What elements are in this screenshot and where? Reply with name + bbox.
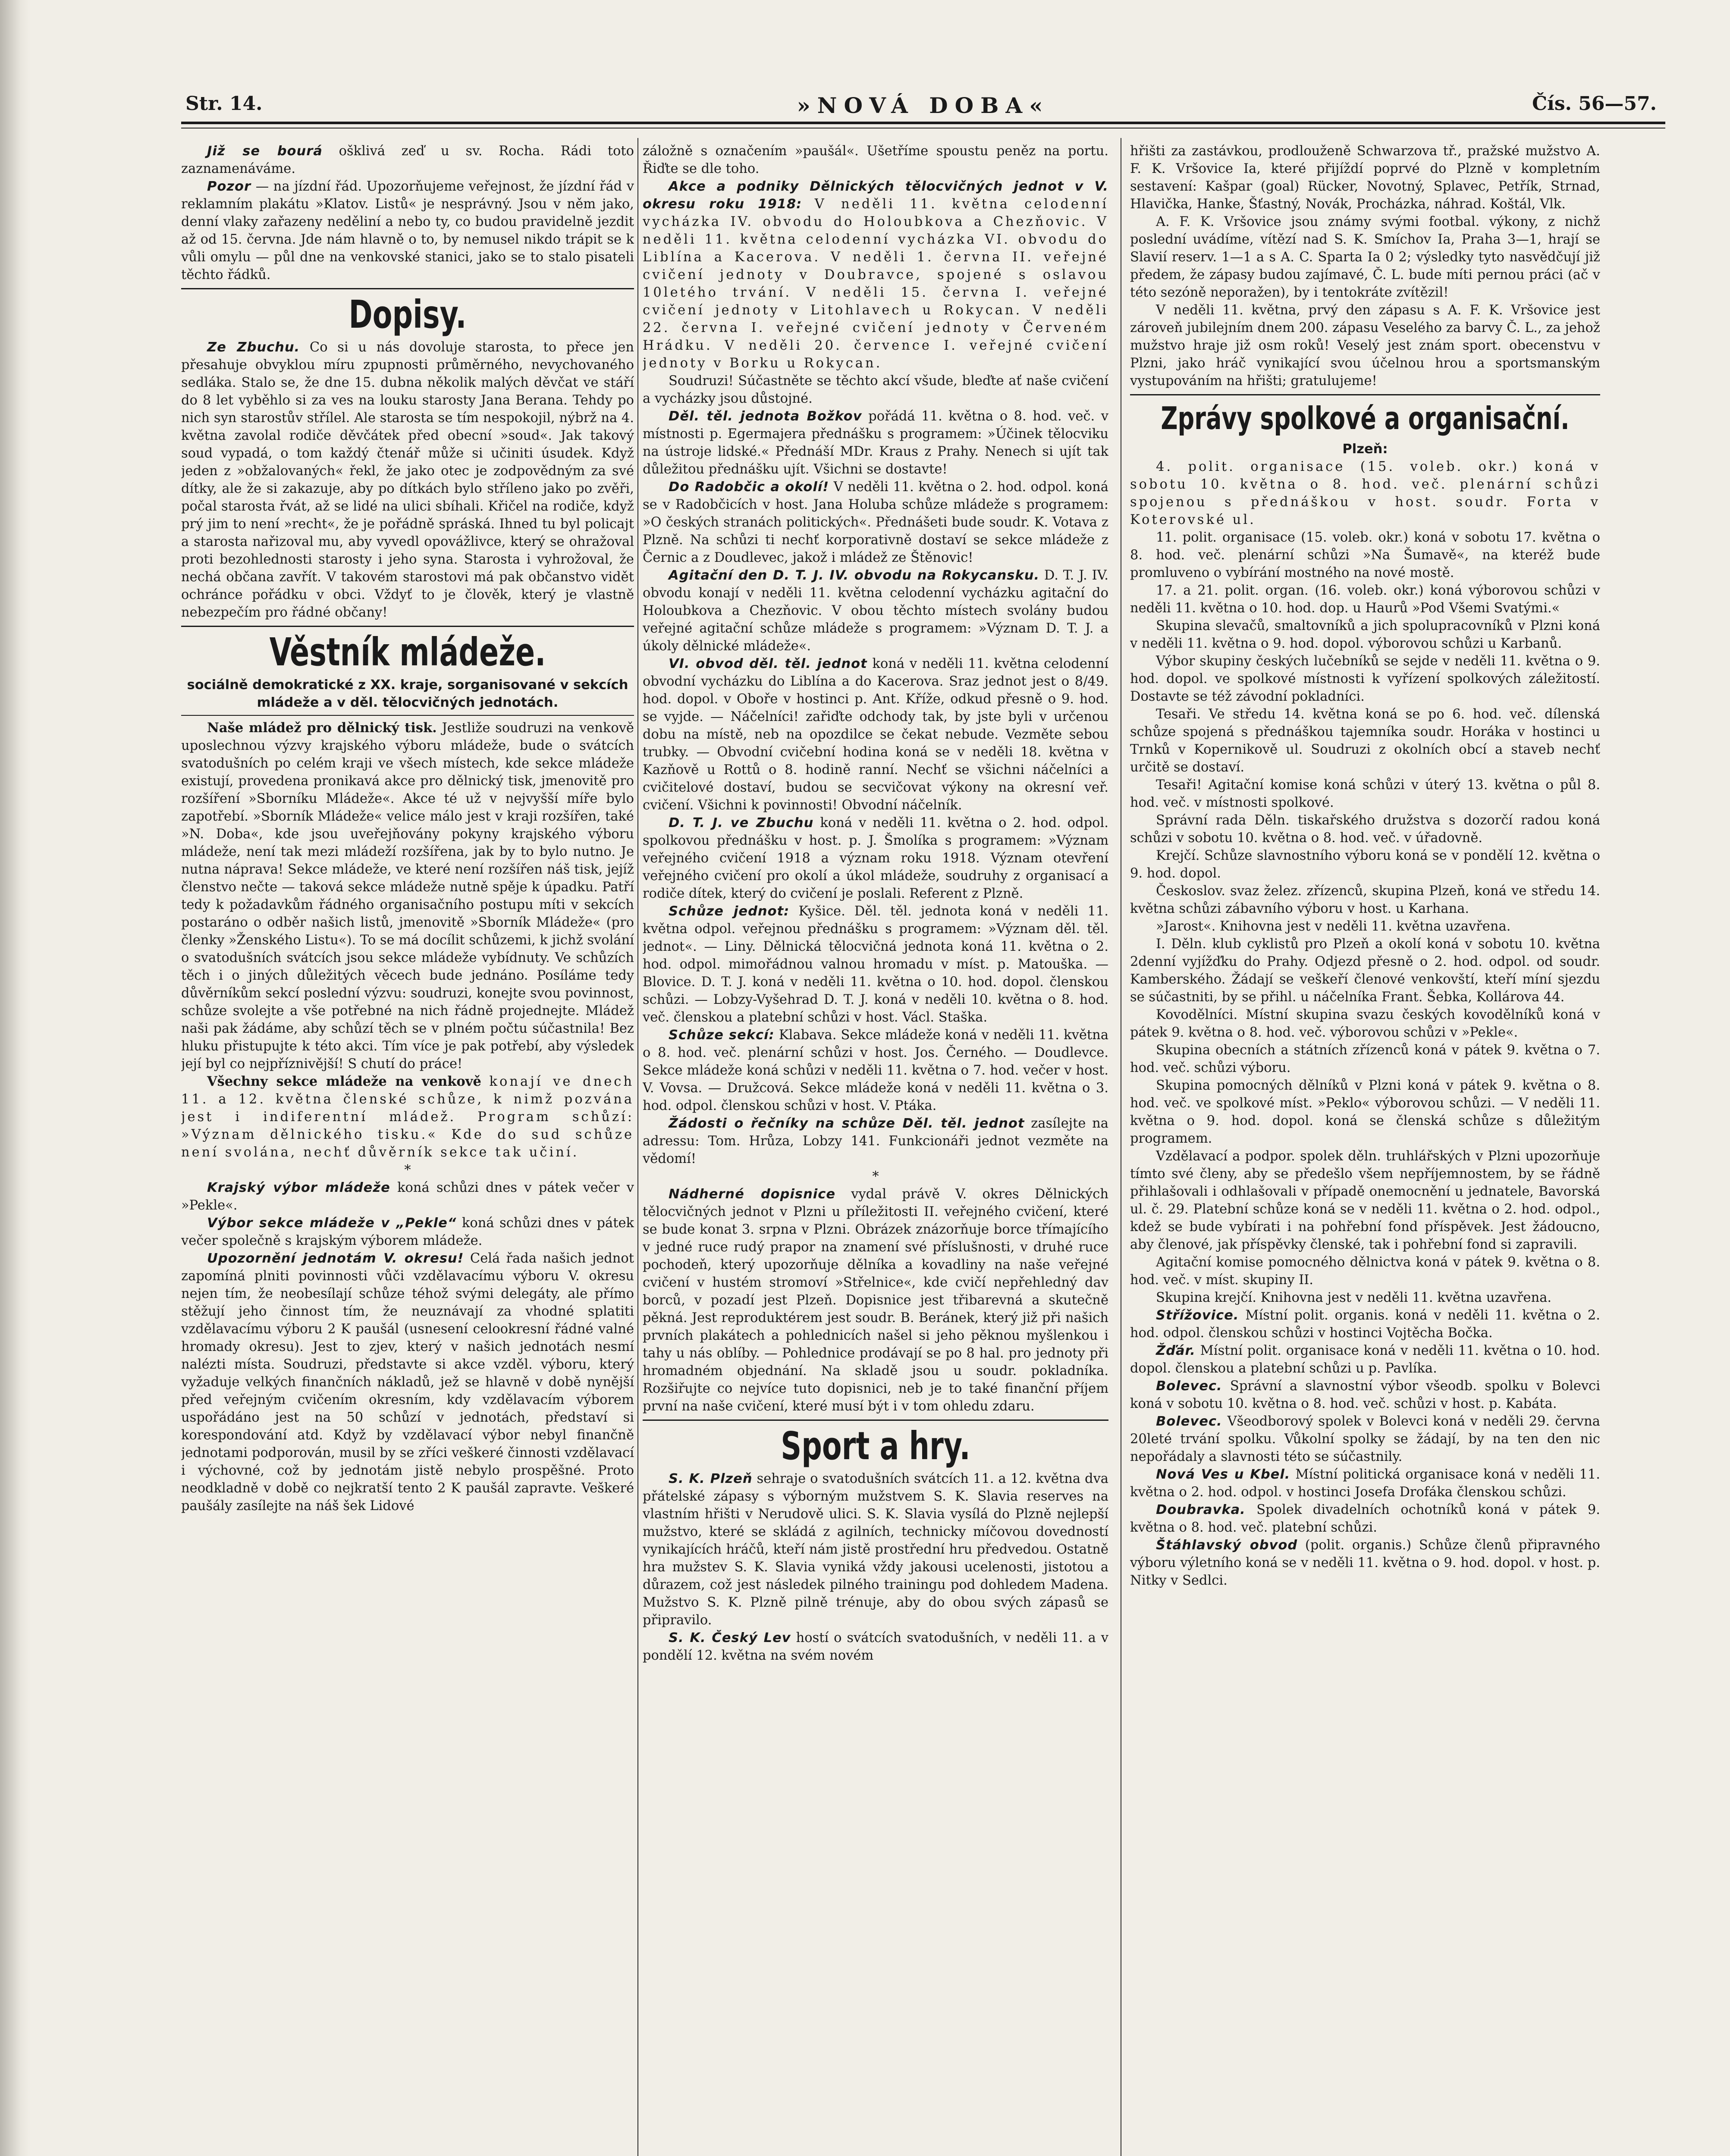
- news-item: [643, 1629, 1108, 1664]
- item-text: Správní a slavnostní výbor všeodb. spolku v Bolevci koná v sobotu 10. května o 8. hod. več. schůzi v host. p. Kabáta.: [1130, 1379, 1600, 1411]
- item-lead: Agitační den D. T. J. IV. obvodu na Rokycansku.: [669, 568, 1040, 583]
- news-item: [1130, 1253, 1600, 1289]
- item-text: Co si u nás dovoluje starosta, to přece jen přesahuje obvyklou míru zpupnosti průměrného, nevychovaného sedláka. Stalo se, že dne 15. dubna několik malých děvčat ve stáří do 8 let vyběhlo si za ves na louku starosty Jana Berana. Tehdy po nich syn starostův střílel. Ale starosta se tím nespokojil, nýbrž na 4. května zavolal rodiče děvčátek před obecní »soud«. Jak takový soud vypadá, o tom každý čtenář může si učiniti úsudek. Když jeden z »obžalovaných« řekl, že jako otec je zodpovědným za své dítky, ale že si zakazuje, aby po dítkách bylo stříleno jako po zvěři, počal starosta řvát, až se lidé na ulici sbíhali. Křičel na rodiče, když prý jim to není »recht«, že je pořádně spráská. Ihned tu byl policajt a starosta nařizoval mu, aby vyvedl opovážlivce, který se ohražoval proti bezohlednosti starosty i jeho syna. Starosta i vyhrožoval, že nechá občana zavřít. V takovém starostovi má pak občanstvo vidět ochránce pořádku v obci. Vždyť to je člověk, který je vlastně nebezpečím pro řádné občany!: [181, 340, 634, 620]
- item-text: Vzdělavací a podpor. spolek děln. truhlářských v Plzni upozorňuje tímto své členy, aby se předešlo všem nepříjemnostem, by se řádně přihlašovali i odhlašovali v případě onemocnění u jednatele, Bavorská ul. č. 29. Platební schůze koná se v neděli 11. května o 2. hod. odpol., kdež se bude vybírati i na pohřební fond příspěvek. Jest žádoucno, aby členové, jak příspěvky členské, tak i pohřební fond si zapravili.: [1130, 1149, 1600, 1252]
- news-item: [1130, 582, 1600, 617]
- item-text: zasílejte na adressu: Tom. Hrůza, Lobzy 141. Funkcionáři jednot vezměte na vědomí!: [643, 1116, 1108, 1166]
- news-item: [643, 178, 1108, 372]
- item-lead: VI. obvod děl. těl. jednot: [669, 656, 867, 671]
- item-text: vydal právě V. okres Dělnických tělocvičných jednot v Plzni u příležitosti II. veřejného cvičení, které se bude konat 3. srpna v Plzni. Obrázek znázorňuje borce třímajícího v jedné ruce rudý prapor na znamení své příslušnosti, v druhé ruce pochodeň, který upozorňuje dělníka a kovadliny na naše veřejné cvičení v hustém stromoví »Střelnice«, kde cvičí nepřehledný dav borců, v pozadí jest Plzeň. Dopisnice jest třibarevná a skutečně pěkná. Jest reproduktérem jest soudr. B. Beránek, který již při našich prvních plakátech a pohlednicích našel si jeho pěknou myšlenkou i tahy u nás oblíby. — Pohlednice prodávají se po 8 hal. pro jednoty při hromadném objednání. Na skladě jsou u soudr. pokladníka. Rozšiřujte co nejvíce tuto dopisnici, neb je to také finanční příjem první na naše cvičení, které musí být i v tom ohledu zdaru.: [643, 1187, 1108, 1414]
- section-subheading: Plzeň:: [1342, 442, 1388, 457]
- news-item: [1130, 935, 1600, 1006]
- item-lead: Již se bourá: [207, 144, 323, 159]
- news-item: [1130, 812, 1600, 847]
- item-text: Skupina krejčí. Knihovna jest v neděli 11. května uzavřena.: [1156, 1290, 1552, 1305]
- item-lead: Akce a podniky Dělnických tělocvičných jednot v V. okresu roku 1918:: [643, 179, 1108, 212]
- item-lead: Štáhlavský obvod: [1156, 1538, 1298, 1553]
- news-item: [1130, 1413, 1600, 1466]
- item-text: Krejčí. Schůze slavnostního výboru koná se v pondělí 12. května o 9. hod. dopol.: [1130, 848, 1600, 881]
- item-text: koná v neděli 11. května o 2. hod. odpol. spolkovou přednášku v host. p. J. Šmolíka s programem: »Význam veřejného cvičení 1918 a význam roku 1918. Význam otevření veřejného cvičení pro okolí a úkol mládeže, soudruhy z organisací a rodiče dítek, který do cvičení je poslali. Referent z Plzně.: [643, 815, 1108, 901]
- item-text: »Jarost«. Knihovna jest v neděli 11. května uzavřena.: [1156, 919, 1511, 934]
- item-text: Českoslov. svaz želez. zřízenců, skupina Plzeň, koná ve středu 14. května schůzi zábavního výboru v host. u Karhana.: [1130, 884, 1600, 916]
- item-text: záložně s označením »paušál«. Ušetříme spoustu peněz na portu. Řiďte se dle toho.: [643, 144, 1108, 176]
- issue-number: Čís. 56—57.: [1532, 93, 1657, 115]
- news-item: [1130, 458, 1600, 529]
- column-divider-1: [637, 138, 638, 2156]
- news-item: [643, 567, 1108, 655]
- news-item: [1130, 617, 1600, 652]
- news-item: [181, 338, 634, 621]
- section-heading-sport: Sport a hry.: [781, 1424, 970, 1469]
- item-lead: Doubravka.: [1156, 1502, 1246, 1517]
- section-heading-dopisy: Dopisy.: [349, 292, 467, 337]
- item-text: hostí o svátcích svatodušních, v neděli 11. a v pondělí 12. května na svém novém: [643, 1630, 1108, 1663]
- item-text: Kovodělníci. Místní skupina svazu českých kovodělníků koná v pátek 9. května o 8. hod. več. výborovou schůzi v »Pekle«.: [1130, 1007, 1600, 1040]
- section-rule: [181, 626, 634, 627]
- item-text: Tesaři. Ve středu 14. května koná se po 6. hod. več. dílenská schůze spojená s přednáškou tajemníka soudr. Horáka v hostinci u Trnků v Kopernikově ul. Soudruzi z okolních obcí a staveb nechť určitě se dostaví.: [1130, 707, 1600, 775]
- news-item: [1130, 1289, 1600, 1307]
- news-item: [1130, 1466, 1600, 1501]
- news-item: [181, 1179, 634, 1214]
- item-text: 11. polit. organisace (15. voleb. okr.) koná v sobotu 17. května o 8. hod. več. plenární schůzi »Na Šumavě«, na kteréž bude promluveno o vybírání mostného na nové mostě.: [1130, 530, 1600, 580]
- news-item: [643, 1115, 1108, 1168]
- item-text: Místní polit. organisace koná v neděli 11. května o 10. hod. dopol. členskou a platební schůzi u p. Pavlíka.: [1130, 1343, 1600, 1376]
- news-item: [1130, 1077, 1600, 1147]
- item-lead: Výbor sekce mládeže v „Pekle“: [207, 1216, 457, 1231]
- item-text: Místní polit. organis. koná v neděli 11. května o 2. hod. odpol. členskou schůzi v hostinci Vojtěcha Bočka.: [1130, 1308, 1600, 1341]
- news-item: [181, 1214, 634, 1250]
- news-item: [643, 814, 1108, 903]
- news-item: [643, 903, 1108, 1026]
- item-text: V neděli 11. května, prvý den zápasu s A. F. K. Vršovice jest zároveň jubilejním dnem 200. zápasu Veselého za barvy Č. L., za jehož mužstvo hraje již osm roků! Veselý jest znám sport. obecenstvu v Plzni, jako hráč vynikající svou účelnou hrou a sportsmanským vystupováním na hřišti; gratulujeme!: [1130, 303, 1600, 389]
- section-rule: [643, 1420, 1108, 1421]
- item-lead: Schůze sekcí:: [669, 1028, 775, 1043]
- column-3: [1130, 142, 1600, 2156]
- item-text: I. Děln. klub cyklistů pro Plzeň a okolí koná v sobotu 10. května 2denní vyjížďku do Prahy. Odjezd přesně o 2. hod. odpol. od soudr. Kamberského. Žádají se veškeří členové venkovští, kteří míní sjezdu se súčastniti, by se přihl. u náčelníka Frant. Šebka, Kollárova 44.: [1130, 937, 1600, 1005]
- news-item: [643, 372, 1108, 407]
- item-text: konají ve dnech 11. a 12. května členské schůze, k nimž pozvána jest i indiferentní mládež. Program schůzí: »Význam dělnického tisku.« Kde do sud schůze není svolána, nechť důvěrník sekce tak učiní.: [181, 1074, 634, 1160]
- item-lead: Do Radobčic a okolí!: [669, 479, 829, 495]
- item-lead: Nádherné dopisnice: [669, 1187, 836, 1202]
- item-text: Skupina slevačů, smaltovníků a jich spolupracovníků v Plzni koná v neděli 11. května o 9. hod. dopol. výborovou schůzi u Karbanů.: [1130, 618, 1600, 651]
- item-text: Agitační komise pomocného dělnictva koná v pátek 9. května o 8. hod. več. v míst. skupiny II.: [1130, 1255, 1600, 1288]
- item-text: Skupina pomocných dělníků v Plzni koná v pátek 9. května o 8. hod. več. ve spolkové míst. »Peklo« výborovou schůzi. — V neděli 11. května o 9. hod. dopol. koná se členská schůze s důležitým programem.: [1130, 1078, 1600, 1146]
- column-2: [643, 142, 1108, 2156]
- news-item: [1130, 529, 1600, 582]
- masthead-title: »NOVÁ DOBA«: [797, 93, 1050, 118]
- item-lead: Schůze jednot:: [669, 904, 790, 919]
- item-lead: Krajský výbor mládeže: [207, 1180, 390, 1195]
- item-text: Skupina obecních a státních zřízenců koná v pátek 9. května o 7. hod. več. schůzi výboru.: [1130, 1043, 1600, 1075]
- page-header: [181, 93, 1665, 119]
- news-item: [1130, 882, 1600, 918]
- item-text: Místní politická organisace koná v neděli 11. května o 2. hod. odpol. v hostinci Josefa Drofáka členskou schůzi.: [1130, 1467, 1600, 1500]
- item-text: Výbor skupiny českých lučebníků se sejde v neděli 11. května o 9. hod. dopol. ve spolkové místnosti k vyřízení spolkových záležitostí. Dostavte se též závodní pokladníci.: [1130, 654, 1600, 704]
- item-text: A. F. K. Vršovice jsou známy svými footbal. výkony, z nichž poslední uvádíme, vítězí nad S. K. Smíchov Ia, Praha 3—1, hrají se Slavií reserv. 1—1 a s A. C. Sparta Ia 0 2; výsledky tyto nasvědčují již předem, že zápasy budou zajímavé, Č. L. bude míti pernou práci (ač v této sezóně neporažen), by i tentokráte zvítězil!: [1130, 214, 1600, 300]
- news-item: [643, 1470, 1108, 1629]
- item-lead: Bolevec.: [1156, 1414, 1222, 1429]
- news-item: [1130, 142, 1600, 213]
- news-item: [1130, 1501, 1600, 1536]
- news-item: [181, 142, 634, 178]
- section-rule: [181, 288, 634, 289]
- section-subheading: sociálně demokratické z XX. kraje, sorganisované v sekcích mládeže a v děl. tělocvičných jednotách.: [187, 677, 628, 710]
- item-text: Jestliže soudruzi na venkově uposlechnou výzvy krajského výboru mládeže, bude o svátcích svatodušních po celém kraji ve všech místech, kde sekce mládeže existují, provedena pronikavá akce pro dělnický tisk, jmenovitě pro rozšíření »Sborníku Mládeže«. Akce té už v nejvyšší míře bylo zapotřebí. »Sborník Mládeže« velice málo jest v kraji rozšířen, také »N. Doba«, kde jsou uveřejňovány pokyny krajského výboru mládeže, není tak mezi mládeží rozšířena, jak by to bylo nutno. Je nutna náprava! Sekce mládeže, ve které není rozšířen náš tisk, jejíž členstvo nečte — taková sekce mládeže nutně spěje k úpadku. Patří tedy k požadavkům řádného organisačního postupu míti v sekcích postaráno o odběr našich listů, jmenovitě »Sborník Mládeže« (pro členky »Ženského Listu«). To se má docílit schůzemi, k jichž svolání o svatodušních svátcích jsou sekce mládeže vybídnuty. Ve schůzích těch i o jiných důležitých věcech bude jednáno. Posíláme tedy důvěrníkům sekcí poslední výzvu: soudruzi, konejte svou povinnost, schůze svolejte a vše potřebné na nich řádně projednejte. Mládež naši pak žádáme, aby schůzí těch se v plném počtu súčastnila! Bez hluku přistupujte k této akci. Tím více je pak potřebí, aby výsledek její byl co nejpříznivější! S chutí do práce!: [181, 721, 634, 1072]
- item-text: ošklivá zeď u sv. Rocha. Rádi toto zaznamenáváme.: [181, 144, 634, 176]
- column-1: [181, 142, 634, 2156]
- page-number: Str. 14.: [185, 93, 263, 115]
- item-text: koná v neděli 11. května celodenní obvodní vycházku do Liblína a do Kacerova. Sraz jednot jest o 8/49. hod. dopol. v Oboře v hostinci p. Ant. Kříže, odkud přesně o 9. hod. se vyjde. — Náčelníci! zařiďte odchody tak, by jste byli v určenou dobu na místě, neb na opozdilce se čekat nebude. Vezměte sebou trubky. — Obvodní cvičební hodina koná se v neděli 18. května v Kazňově u Rottů o 8. hodině ranní. Nechť se všichni náčelníci a cvičitelové dostaví, budou se secvičovat výkony na okresní veř. cvičení. Všichni k povinnosti! Obvodní náčelník.: [643, 656, 1108, 813]
- item-text: Klabava. Sekce mládeže koná v neděli 11. května o 8. hod. več. plenární schůzi v host. Jos. Černého. — Doudlevce. Sekce mládeže koná schůzi v neděli 11. května o 7. hod. večer v host. V. Vovsa. — Družcová. Sekce mládeže koná v neděli 11. května o 3. hod. odpol. členskou schůzi v host. V. Ptáka.: [643, 1028, 1108, 1113]
- news-item: [643, 655, 1108, 814]
- news-item: [1130, 213, 1600, 301]
- news-item: [181, 719, 634, 1073]
- item-text: hřišti za zastávkou, prodlouženě Schwarzova tř., pražské mužstvo A. F. K. Vršovice Ia, které přijíždí poprvé do Plzně v kompletním sestavení: Kašpar (goal) Rücker, Novotný, Splavec, Petřík, Strnad, Hlavička, Hanke, Šťastný, Novák, Procházka, náhrad. Koštál, Vlk.: [1130, 144, 1600, 212]
- news-item: [1130, 1147, 1600, 1253]
- item-lead: Žďár.: [1156, 1343, 1196, 1358]
- item-text: V neděli 11. května celodenní vycházka IV. obvodu do Holoubkova a Chezňovic. V neděli 11. května celodenní vycházka VI. obvodu do Liblína a Kacerova. V neděli 1. června II. veřejné cvičení jednoty v Doubravce, spojené s oslavou 10letého trvání. V neděli 15. června I. veřejné cvičení jednoty v Litohlavech u Rokycan. V neděli 22. června I. veřejné cvičení jednoty v Červeném Hrádku. V neděli 20. července I. veřejné cvičení jednoty v Borku u Rokycan.: [643, 197, 1108, 371]
- item-text: Správní rada Děln. tiskařského družstva s dozorčí radou koná schůzi v sobotu 10. května o 8. hod. več. v úřadovně.: [1130, 813, 1600, 846]
- news-item: [181, 178, 634, 284]
- item-text: pořádá 11. května o 8. hod. več. v místnosti p. Egermajera přednášku s programem: »Účinek tělocviku na ústroje lidské.« Přednáší MDr. Kraus z Prahy. Nenech si ujít tak důležitou přednášku ujít. Všichni se dostavte!: [643, 409, 1108, 477]
- item-lead: Pozor: [207, 179, 251, 194]
- item-lead: Všechny sekce mládeže na venkově: [207, 1074, 481, 1089]
- news-item: [1130, 918, 1600, 935]
- item-text: sehraje o svatodušních svátcích 11. a 12. května dva přátelské zápasy s výborným mužstvem S. K. Slavia reserves na vlastním hřišti v Nerudově ulici. S. K. Slavia vysílá do Plzně nejlepší mužstvo, které se skládá z agilních, technicky míčovou dovedností vynikajících hráčů, kteří nám jistě prostřední hru předvedou. Ostatně hra mužstev S. K. Slavia vyniká vždy jakousi ucelenosti, jistotou a důrazem, což jest následek pilného trainingu pod dohledem Madena. Mužstvo S. K. Plzně pilně trénuje, aby do obou svých zápasů se připravilo.: [643, 1471, 1108, 1628]
- news-item: [1130, 847, 1600, 882]
- news-item: [181, 1250, 634, 1515]
- section-heading-vestnik: Věstník mládeže.: [269, 630, 546, 675]
- news-item: [181, 1073, 634, 1161]
- section-heading-zpravy: Zprávy spolkové a organisační.: [1161, 401, 1570, 437]
- item-text: Všeodborový spolek v Bolevci koná v neděli 29. června 20leté trvání spolku. Vůkolní spolky se žádají, by na ten den nic nepořádaly a slavnosti této se súčastnily.: [1130, 1414, 1600, 1464]
- item-lead: D. T. J. ve Zbuchu: [669, 815, 814, 830]
- news-item: [1130, 776, 1600, 812]
- item-lead: Ze Zbuchu.: [207, 340, 300, 355]
- news-item: [1130, 301, 1600, 390]
- news-item: [643, 407, 1108, 478]
- item-text: Soudruzi! Súčastněte se těchto akcí všude, bleďte ať naše cvičení a vycházky jsou důstojné.: [643, 373, 1108, 406]
- item-lead: S. K. Český Lev: [669, 1630, 791, 1645]
- item-text: koná schůzi dnes v pátek večer společně s krajským výborem mládeže.: [181, 1216, 634, 1248]
- item-text: Kyšice. Děl. těl. jednota koná v neděli 11. května odpol. veřejnou přednášku s programem: »Význam děl. těl. jednot«. — Liny. Dělnická tělocvičná jednota koná 11. května o 2. hod. odpol. mimořádnou valnou hromadu v míst. p. Matouška. — Blovice. D. T. J. koná v neděli 11. května o 10. hod. dopol. členskou schůzi. — Lobzy-Vyšehrad D. T. J. koná v neděli 10. května o 8. hod. več. členskou a platební schůzi v host. Václ. Staška.: [643, 904, 1108, 1025]
- news-item: [1130, 1536, 1600, 1589]
- item-text: Celá řada našich jednot zapomíná plniti povinnosti vůči vzdělavacímu výboru V. okresu nejen tím, že neobesílají schůze téhož svými delegáty, ale přímo stěžují jeho činnost tím, že neuznávají za vhodné splatiti vzdělavacímu výboru 2 K paušál (usnesení celookresní řádné valné hromady okresu). Jest to zjev, který v našich jednotách nesmí nalézti místa. Soudruzi, představte si akce vzděl. výboru, který vyžaduje velkých finančních nákladů, jež se hlavně v době nynější před veřejným cvičením okresním, kdy vzdělavacím výborem uspořádáno jest na 50 schůzí v jednotách, představí si korespondování atd. Když by vzdělavací výbor nebyl finančně jednotami podporován, musil by se zříci veškeré činnosti vzdělavací i výchovné, což by jednotám jistě nebylo prospěšné. Proto neodkladně v době co nejkratší tento 2 K paušál zapravte. Veškeré paušály zasílejte na náš šek Lidové: [181, 1251, 634, 1514]
- separator-star: *: [404, 1163, 411, 1178]
- item-text: Tesaři! Agitační komise koná schůzi v úterý 13. května o půl 8. hod. več. v místnosti spolkové.: [1130, 777, 1600, 810]
- news-item: [1130, 1342, 1600, 1377]
- news-item: [643, 142, 1108, 178]
- item-text: D. T. J. IV. obvodu konají v neděli 11. května celodenní vycházku agitační do Holoubkova a Chezňovic. V obou těchto místech svolány budou veřejné agitační schůze mládeže s programem: »Význam D. T. J. a úkoly dělnické mládeže«.: [643, 568, 1108, 654]
- item-lead: Naše mládež pro dělnický tisk.: [207, 720, 437, 736]
- news-item: [643, 478, 1108, 567]
- section-rule: [181, 715, 634, 716]
- item-text: (polit. organis.) Schůze členů připravného výboru výletního koná se v neděli 11. května o 9. hod. dopol. v host. p. Nitky v Sedlci.: [1130, 1538, 1600, 1588]
- item-text: V neděli 11. května o 2. hod. odpol. koná se v Radobčicích v host. Jana Holuba schůze mládeže s programem: »O českých stranách politických«. Přednášeti bude soudr. K. Votava z Plzně. Na schůzi ti nechť korporativně dostaví se sekce mládeže z Černic a z Doudlevec, jakož i mládež ze Štěnovic!: [643, 479, 1108, 565]
- item-lead: Nová Ves u Kbel.: [1156, 1467, 1290, 1482]
- item-lead: S. K. Plzeň: [669, 1471, 753, 1486]
- news-item: [1130, 652, 1600, 705]
- item-lead: Děl. těl. jednota Božkov: [669, 409, 862, 424]
- item-text: 17. a 21. polit. organ. (16. voleb. okr.) koná výborovou schůzi v neděli 11. května o 10. hod. dop. u Haurů »Pod Všemi Svatými.«: [1130, 583, 1600, 616]
- scan-edge: [0, 0, 30, 2156]
- item-text: 4. polit. organisace (15. voleb. okr.) koná v sobotu 10. května o 8. hod. več. plenární schůzi spojenou s přednáškou v host. soudr. Forta v Koterovské ul.: [1130, 459, 1600, 527]
- section-rule: [1130, 394, 1600, 395]
- news-item: [1130, 1377, 1600, 1413]
- item-text: Spolek divadelních ochotníků koná v pátek 9. května o 8. hod. več. platební schůzi.: [1130, 1502, 1600, 1535]
- item-lead: Střížovice.: [1156, 1308, 1239, 1323]
- header-rule: [181, 122, 1665, 124]
- item-text: koná schůzi dnes v pátek večer v »Pekle«.: [181, 1180, 634, 1213]
- news-item: [1130, 705, 1600, 776]
- news-item: [1130, 1041, 1600, 1077]
- item-lead: Upozornění jednotám V. okresu!: [207, 1251, 464, 1266]
- item-text: — na jízdní řád. Upozorňujeme veřejnost, že jízdní řád v reklamním plakátu »Klatov. Listů« je nesprávný. Jsou v něm jako, denní vlaky zařazeny neděliní a nebo ty, co budou pravidelně jezdit až od 15. června. Jde nám hlavně o to, by nemusel nikdo trápit se k vůli omylu — půl dne na venkovské stanici, jako se to stalo pisateli těchto řádků.: [181, 179, 634, 282]
- news-item: [1130, 1307, 1600, 1342]
- news-item: [1130, 1006, 1600, 1041]
- item-lead: Žádosti o řečníky na schůze Děl. těl. jednot: [669, 1116, 1025, 1131]
- news-item: [643, 1185, 1108, 1415]
- news-item: [643, 1026, 1108, 1115]
- separator-star: *: [872, 1169, 879, 1184]
- item-lead: Bolevec.: [1156, 1379, 1222, 1394]
